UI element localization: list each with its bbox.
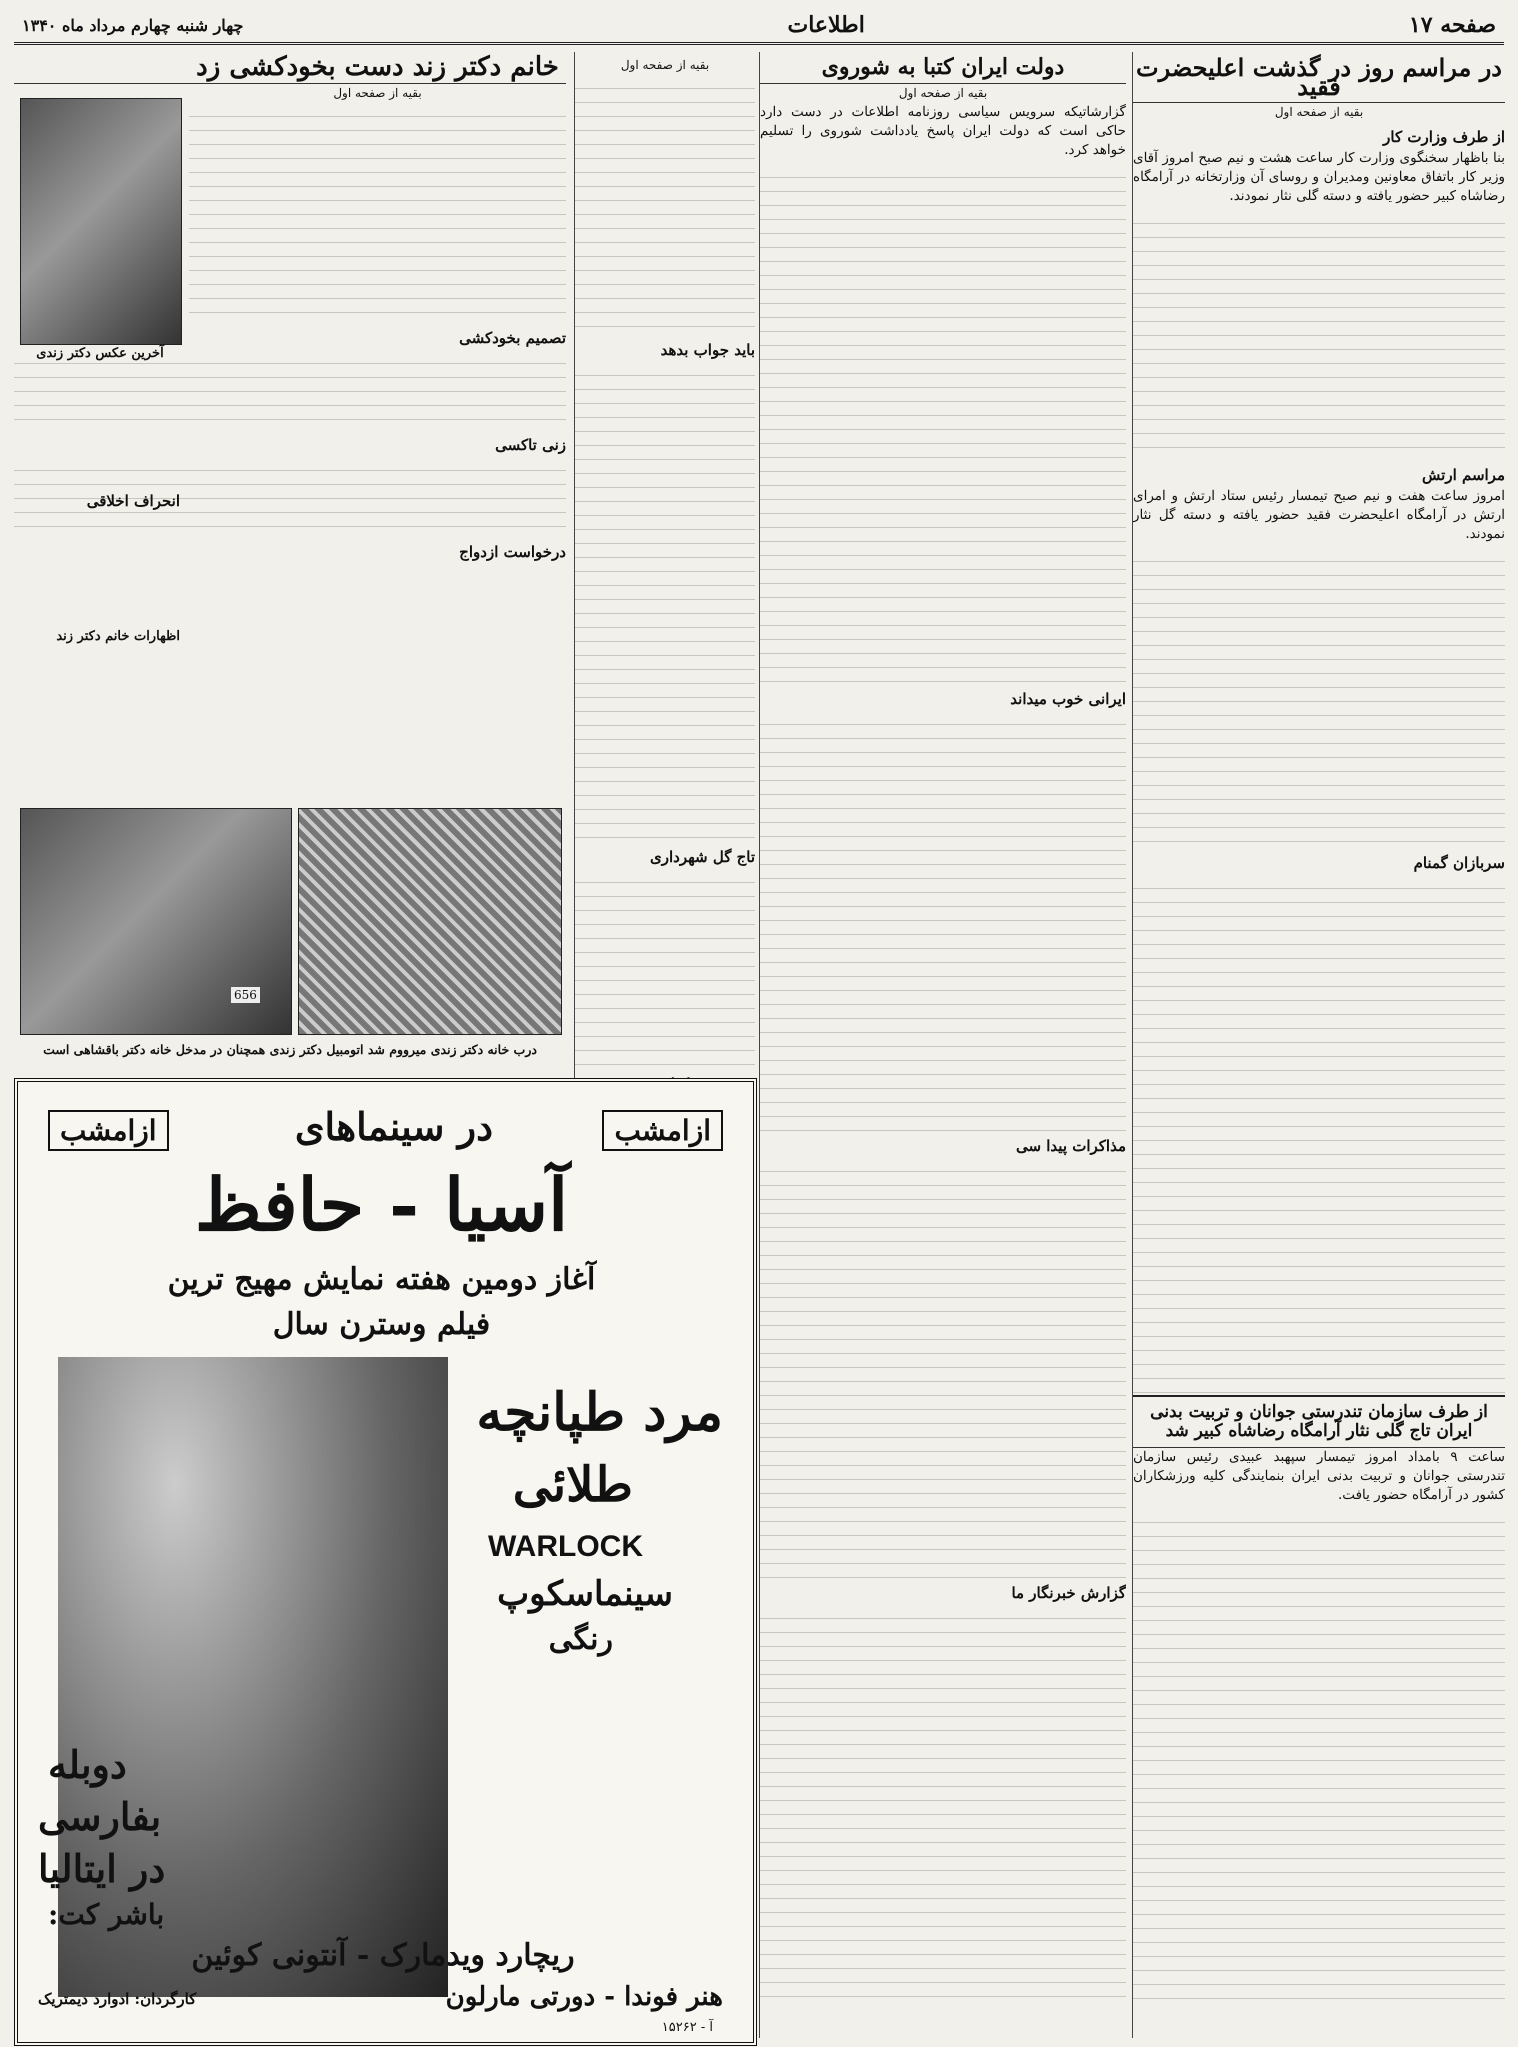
dub-3: در ایتالیا [38,1846,166,1891]
negotiations-subhead: مذاکرات پیدا سی [1015,1137,1126,1155]
page-number: صفحه ۱۷ [1408,12,1496,38]
continued-note: بقیه از صفحه اول [898,86,988,100]
marriage-subhead: درخواست ازدواج [459,543,566,561]
must-answer-subhead: باید جواب بدهد [660,341,755,359]
continued-note: بقیه از صفحه اول [620,58,710,72]
paper-title: اطلاعات [787,12,865,38]
unknown-soldiers-subhead: سربازان گمنام [1413,854,1505,872]
cast-line-2: هنر فوندا - دورتی مارلون [445,1982,723,2012]
youth-org-headline: از طرف سازمان تندرستی جوانان و تربیت بدنی ایران تاج گلی نثار آرامگاه رضاشاه کبیر شد [1133,1395,1505,1448]
cinemas-label: در سینماهای [294,1104,493,1149]
tonight-left: ازامشب [48,1110,169,1151]
dr-zandi-portrait [20,98,182,345]
car-plate: 656 [231,987,260,1003]
decision-subhead: تصمیم بخودکشی [459,329,566,347]
continued-note: بقیه از صفحه اول [1274,105,1364,119]
gate-photo [298,808,562,1035]
ad-code: آ - ۱۵۲۶۲ [661,2020,713,2035]
iran-soviet-headline: دولت ایران کتبا به شوروی [760,52,1126,84]
title-fa-2: طلائی [512,1457,633,1513]
youth-org-text: ساعت ۹ بامداد امروز تیمسار سپهبد عبیدی رئیس سازمان تندرستی جوانان و تربیت بدنی ایران بنمایندگی کلیه ورزشکاران کشور در آرامگاه حضور یافت. [1133,1449,1505,1503]
masthead [14,8,1504,45]
format-label: سینماسکوپ [497,1574,673,1614]
car-photo [20,808,292,1035]
dub-1: دوبله [48,1742,127,1787]
taxi-subhead: زنی تاکسی [495,436,566,454]
suicide-headline: خانم دکتر زند دست بخودکشی زد [14,52,566,84]
army-text: امروز ساعت هفت و نیم صبح تیمسار رئیس ستاد ارتش و امرای ارتش در آرامگاه اعلیحضرت فقید حضور یافته و دسته گل نثار نمودند. [1133,488,1505,542]
labor-ministry-text: بنا باظهار سخنگوی وزارت کار ساعت هشت و نیم صبح امروز آقای وزیر کار باتفاق معاونین ومدیران و روسای آن وزارتخانه در آرامگاه رضاشاه کبیر حضور یافته و دسته گلی نثار نمودند. [1133,150,1505,204]
tagline-2: فیلم وسترن سال [272,1307,491,1342]
column-memorial [1132,52,1505,2038]
army-subhead: مراسم ارتش [1422,466,1505,484]
newspaper-page [14,8,1504,2038]
tonight-right: ازامشب [602,1110,723,1151]
moral-deviation-subhead: انحراف اخلاقی [86,492,180,510]
column-iran-soviet [759,52,1126,2038]
cinema-names: آسیا - حافظ [194,1162,569,1247]
title-fa-1: مرد طپانچه [476,1382,723,1443]
color-label: رنگی [548,1622,613,1657]
iran-soviet-text: گزارشاتیکه سرویس سیاسی روزنامه اطلاعات در دست دارد حاکی است که دولت ایران پاسخ یادداشت شوروی را تسلیم خواهد کرد. [760,104,1126,158]
issue-date: چهار شنبه چهارم مرداد ماه ۱۳۴۰ [22,15,244,35]
title-en: WARLOCK [488,1530,643,1563]
labor-ministry-subhead: از طرف وزارت کار [1383,128,1505,146]
cast-line-1: ریچارد ویدمارک - آنتونی کوئین [191,1938,575,1973]
iran-knows-subhead: ایرانی خوب میداند [1010,690,1126,708]
memorial-headline: در مراسم روز در گذشت اعلیحضرت فقید [1133,52,1505,103]
dub-2: بفارسی [38,1794,162,1839]
photos-caption: درب خانه دکتر زندی میرووم شد اتومبیل دکتر زندی همچنان در مدخل خانه دکتر باقشاهی است [43,1042,537,1057]
dr-zand-statements-subhead: اظهارات خانم دکتر زند [56,629,180,644]
with-label: باشر کت: [48,1898,165,1931]
municipality-wreath-subhead: تاج گل شهرداری [650,848,755,866]
director-label: کارگردان: ادوارد دیمتریک [38,1990,197,2008]
tagline-1: آغاز دومین هفته نمایش مهیج ترین [167,1262,596,1297]
warlock-ad [14,1078,757,2046]
correspondent-subhead: گزارش خبرنگار ما [1011,1584,1126,1602]
portrait-caption: آخرین عکس دکتر زندی [36,346,164,361]
continued-note: بقیه از صفحه اول [333,86,422,100]
